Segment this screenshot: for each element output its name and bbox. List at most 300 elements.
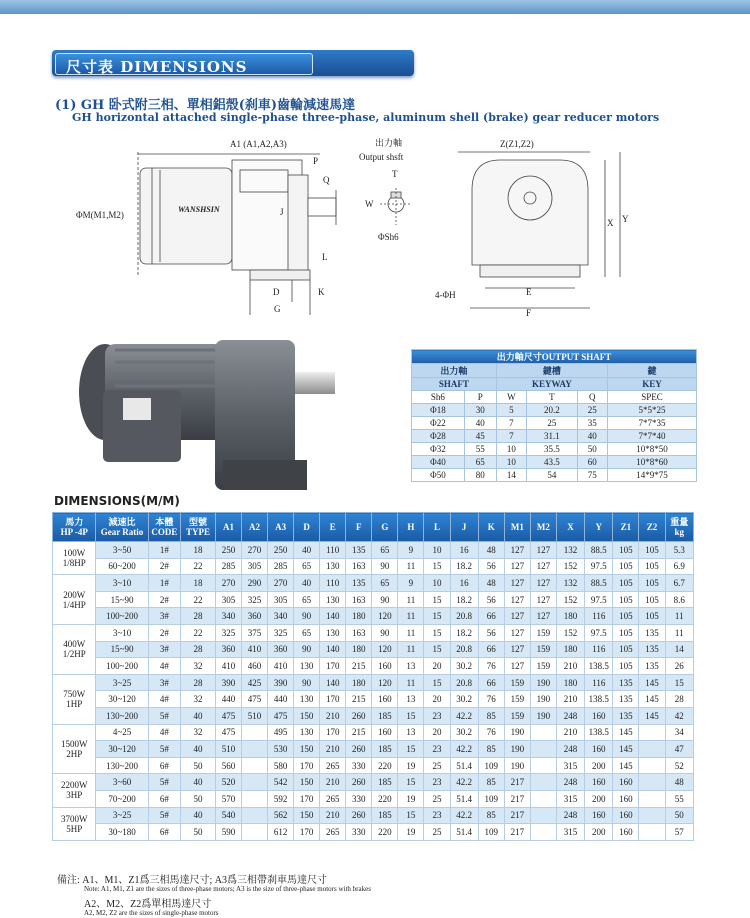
shaft-cell: 31.1 xyxy=(527,430,578,443)
table-cell: 130~200 xyxy=(96,757,148,774)
table-cell: 90 xyxy=(372,624,398,641)
table-cell: 217 xyxy=(504,790,530,807)
table-cell: 510 xyxy=(215,741,241,758)
table-cell: 48 xyxy=(478,575,504,592)
shaft-table-title: 出力軸尺寸OUTPUT SHAFT xyxy=(412,350,697,364)
table-cell: 190 xyxy=(530,674,556,691)
table-cell: 135 xyxy=(613,691,639,708)
shaft-cell: 7*7*40 xyxy=(607,430,696,443)
table-cell: 160 xyxy=(585,774,613,791)
table-cell: 170 xyxy=(294,757,320,774)
table-cell: 360 xyxy=(268,641,294,658)
table-cell: 180 xyxy=(556,674,584,691)
table-cell: 210 xyxy=(556,691,584,708)
table-cell: 105 xyxy=(613,658,639,675)
table-cell: 105 xyxy=(613,624,639,641)
table-row xyxy=(53,757,694,774)
table-cell: 200 xyxy=(585,790,613,807)
table-cell: 13 xyxy=(398,724,424,741)
table-cell: 410 xyxy=(242,641,268,658)
dims-header-cell xyxy=(242,513,268,542)
table-cell: 190 xyxy=(504,757,530,774)
table-cell: 160 xyxy=(613,807,639,824)
label-phi-sh: ΦSh6 xyxy=(378,232,399,242)
table-cell xyxy=(530,824,556,841)
dims-header-text: TYPE xyxy=(186,527,211,537)
dims-header-text: L xyxy=(433,522,440,532)
dimensions-title: DIMENSIONS(M/M) xyxy=(54,494,180,508)
dimensions-header-row xyxy=(53,513,694,542)
table-cell: 65 xyxy=(294,558,320,575)
dims-header-cell xyxy=(372,513,398,542)
table-cell: 217 xyxy=(504,774,530,791)
table-row xyxy=(53,558,694,575)
table-cell: 127 xyxy=(504,591,530,608)
table-cell: 190 xyxy=(504,741,530,758)
dims-header-text: Gear Ratio xyxy=(100,527,144,537)
table-cell: 51.4 xyxy=(450,790,478,807)
table-row xyxy=(53,774,694,791)
dims-header-text: J xyxy=(461,522,467,532)
table-cell xyxy=(530,757,556,774)
table-cell: 135 xyxy=(639,624,665,641)
table-cell: 185 xyxy=(372,774,398,791)
table-cell: 66 xyxy=(478,608,504,625)
table-cell: 6# xyxy=(148,757,181,774)
table-cell: 170 xyxy=(320,658,346,675)
table-cell: 88.5 xyxy=(585,575,613,592)
table-cell: 248 xyxy=(556,741,584,758)
dims-header-cell xyxy=(665,513,693,542)
shaft-cell: Φ18 xyxy=(412,404,465,417)
shaft-cell: 25 xyxy=(527,417,578,430)
dims-header-cell xyxy=(504,513,530,542)
table-cell: 9 xyxy=(398,575,424,592)
table-cell: 18.2 xyxy=(450,624,478,641)
dims-header-text: A2 xyxy=(249,522,261,532)
table-cell: 90 xyxy=(294,641,320,658)
table-cell: 612 xyxy=(268,824,294,841)
shaft-column-header: W xyxy=(496,391,526,404)
label-q: Q xyxy=(323,175,330,185)
table-cell: 105 xyxy=(639,542,665,559)
table-row xyxy=(53,624,694,641)
table-cell: 65 xyxy=(294,591,320,608)
table-cell: 15 xyxy=(424,608,450,625)
table-cell: 250 xyxy=(268,542,294,559)
side-view xyxy=(138,152,336,315)
shaft-cell: 14 xyxy=(496,469,526,482)
table-cell: 138.5 xyxy=(585,691,613,708)
table-cell: 15 xyxy=(424,558,450,575)
table-cell: 217 xyxy=(504,824,530,841)
dims-header-text: kg xyxy=(674,527,685,537)
table-cell: 25 xyxy=(424,790,450,807)
table-cell: 410 xyxy=(268,658,294,675)
table-cell: 1# xyxy=(148,575,181,592)
table-cell: 3~10 xyxy=(96,575,148,592)
shaft-cell: 30 xyxy=(464,404,496,417)
table-cell: 120 xyxy=(372,641,398,658)
shaft-cell: 54 xyxy=(527,469,578,482)
table-cell: 70~200 xyxy=(96,790,148,807)
table-cell: 48 xyxy=(665,774,693,791)
table-cell: 330 xyxy=(346,790,372,807)
table-cell: 305 xyxy=(268,591,294,608)
dims-header-cell xyxy=(424,513,450,542)
table-row xyxy=(53,575,694,592)
table-cell: 127 xyxy=(504,575,530,592)
table-cell: 90 xyxy=(294,674,320,691)
table-cell: 159 xyxy=(504,674,530,691)
table-cell: 130~200 xyxy=(96,707,148,724)
table-cell: 248 xyxy=(556,774,584,791)
table-cell: 5# xyxy=(148,807,181,824)
table-cell: 56 xyxy=(478,624,504,641)
shaft-cell: 65 xyxy=(464,456,496,469)
label-phi-m: ΦM(M1,M2) xyxy=(76,210,124,220)
table-cell: 290 xyxy=(242,575,268,592)
power-text: 1/2HP xyxy=(62,649,86,660)
table-cell: 65 xyxy=(372,575,398,592)
table-cell: 28 xyxy=(181,608,216,625)
table-cell: 88.5 xyxy=(585,542,613,559)
table-cell: 20 xyxy=(424,658,450,675)
top-decor-bar xyxy=(0,0,750,14)
table-cell: 22 xyxy=(181,624,216,641)
table-cell: 220 xyxy=(372,790,398,807)
label-phi-h: 4-ΦH xyxy=(435,290,456,300)
table-cell: 15 xyxy=(424,641,450,658)
shaft-cell: 45 xyxy=(464,430,496,443)
table-cell xyxy=(530,724,556,741)
keyway-group-cn: 鍵槽 xyxy=(496,364,607,378)
table-cell: 4# xyxy=(148,691,181,708)
shaft-cell: 10*8*50 xyxy=(607,443,696,456)
table-cell: 10 xyxy=(424,542,450,559)
table-cell: 127 xyxy=(530,591,556,608)
table-cell: 145 xyxy=(639,691,665,708)
table-cell: 90 xyxy=(372,558,398,575)
table-cell: 4# xyxy=(148,658,181,675)
table-cell: 15~90 xyxy=(96,591,148,608)
shaft-cell: Φ32 xyxy=(412,443,465,456)
table-cell: 592 xyxy=(268,790,294,807)
shaft-cell: 10*8*60 xyxy=(607,456,696,469)
table-cell: 215 xyxy=(346,724,372,741)
table-cell: 160 xyxy=(613,824,639,841)
table-cell: 340 xyxy=(215,608,241,625)
table-cell: 109 xyxy=(478,824,504,841)
dims-header-cell xyxy=(398,513,424,542)
table-cell: 210 xyxy=(320,807,346,824)
output-shaft-cn: 出力軸 xyxy=(375,138,403,148)
table-cell: 127 xyxy=(504,542,530,559)
motor-photo xyxy=(75,330,345,500)
table-cell: 105 xyxy=(613,558,639,575)
table-cell: 248 xyxy=(556,807,584,824)
table-row xyxy=(53,790,694,807)
dims-header-cell xyxy=(478,513,504,542)
table-cell: 410 xyxy=(215,658,241,675)
table-row xyxy=(53,658,694,675)
front-view xyxy=(458,152,620,308)
table-cell: 260 xyxy=(346,807,372,824)
table-cell: 260 xyxy=(346,774,372,791)
shaft-cell: Φ50 xyxy=(412,469,465,482)
table-cell: 100~200 xyxy=(96,608,148,625)
shaft-cell: 55 xyxy=(464,443,496,456)
table-cell: 51.4 xyxy=(450,757,478,774)
table-cell: 32 xyxy=(181,691,216,708)
table-cell: 265 xyxy=(320,790,346,807)
table-cell xyxy=(242,824,268,841)
key-group-cn: 鍵 xyxy=(607,364,696,378)
table-cell: 127 xyxy=(504,624,530,641)
table-cell: 20.8 xyxy=(450,674,478,691)
table-cell xyxy=(639,774,665,791)
table-cell: 8.6 xyxy=(665,591,693,608)
table-cell: 390 xyxy=(268,674,294,691)
table-cell: 150 xyxy=(294,774,320,791)
shaft-cell: 40 xyxy=(577,430,607,443)
table-cell: 42.2 xyxy=(450,807,478,824)
table-cell xyxy=(242,724,268,741)
table-cell: 159 xyxy=(504,707,530,724)
keyway-group-en: KEYWAY xyxy=(496,378,607,391)
table-cell: 135 xyxy=(346,575,372,592)
table-cell: 3~25 xyxy=(96,807,148,824)
table-row xyxy=(53,691,694,708)
table-cell: 50 xyxy=(181,790,216,807)
shaft-cell: 75 xyxy=(577,469,607,482)
dims-header-text: M1 xyxy=(510,522,524,532)
dims-header-cell xyxy=(53,513,96,542)
table-cell: 100~200 xyxy=(96,658,148,675)
power-text: 3HP xyxy=(66,790,83,801)
table-cell: 18.2 xyxy=(450,591,478,608)
table-cell: 13 xyxy=(398,691,424,708)
dims-header-cell xyxy=(268,513,294,542)
dims-header-text: CODE xyxy=(151,527,178,537)
shaft-row xyxy=(412,443,697,456)
dims-header-cell xyxy=(450,513,478,542)
table-cell: 16 xyxy=(450,575,478,592)
table-cell xyxy=(639,741,665,758)
table-cell: 120 xyxy=(372,608,398,625)
table-cell: 3# xyxy=(148,674,181,691)
table-cell: 105 xyxy=(613,575,639,592)
brand-label: WANSHSIN xyxy=(178,205,220,214)
table-cell: 109 xyxy=(478,790,504,807)
table-cell: 5# xyxy=(148,774,181,791)
table-cell: 160 xyxy=(585,807,613,824)
table-cell: 23 xyxy=(424,774,450,791)
table-cell: 159 xyxy=(530,658,556,675)
power-cell xyxy=(53,724,96,774)
table-cell: 3# xyxy=(148,641,181,658)
shaft-column-header: Q xyxy=(577,391,607,404)
shaft-cell: 50 xyxy=(577,443,607,456)
table-cell: 18.2 xyxy=(450,558,478,575)
section-banner xyxy=(52,50,414,76)
dims-header-cell xyxy=(556,513,584,542)
dims-header-cell xyxy=(639,513,665,542)
table-cell: 6.9 xyxy=(665,558,693,575)
table-cell: 5# xyxy=(148,707,181,724)
shaft-table-body xyxy=(412,391,697,482)
label-e: E xyxy=(526,287,532,297)
table-cell: 28 xyxy=(665,691,693,708)
table-cell: 127 xyxy=(530,542,556,559)
table-cell: 15 xyxy=(398,741,424,758)
shaft-cell: Φ22 xyxy=(412,417,465,430)
label-k: K xyxy=(318,287,325,297)
table-cell: 330 xyxy=(346,824,372,841)
table-cell: 25 xyxy=(424,757,450,774)
table-cell: 325 xyxy=(268,624,294,641)
dims-header-cell xyxy=(530,513,556,542)
label-t: T xyxy=(392,169,398,179)
dims-header-cell xyxy=(585,513,613,542)
table-cell: 76 xyxy=(478,724,504,741)
dims-header-text: Z2 xyxy=(646,522,658,532)
table-cell xyxy=(242,774,268,791)
table-cell: 210 xyxy=(556,724,584,741)
table-cell: 97.5 xyxy=(585,558,613,575)
dims-header-cell xyxy=(181,513,216,542)
table-row xyxy=(53,591,694,608)
table-cell: 28 xyxy=(181,641,216,658)
table-cell: 325 xyxy=(242,591,268,608)
table-cell: 105 xyxy=(639,575,665,592)
table-cell: 265 xyxy=(320,757,346,774)
table-cell: 159 xyxy=(504,691,530,708)
table-cell: 40 xyxy=(294,575,320,592)
table-cell: 48 xyxy=(478,542,504,559)
table-cell: 248 xyxy=(556,707,584,724)
table-cell: 180 xyxy=(346,674,372,691)
power-cell xyxy=(53,575,96,625)
dims-header-text: K xyxy=(487,522,495,532)
table-cell: 51.4 xyxy=(450,824,478,841)
table-cell: 25 xyxy=(424,824,450,841)
table-cell: 520 xyxy=(215,774,241,791)
power-cell xyxy=(53,624,96,674)
shaft-columns-row xyxy=(412,391,697,404)
table-cell: 30~120 xyxy=(96,741,148,758)
table-cell: 152 xyxy=(556,624,584,641)
table-cell: 85 xyxy=(478,774,504,791)
table-cell: 18 xyxy=(181,575,216,592)
table-cell: 127 xyxy=(530,575,556,592)
dims-header-text: F xyxy=(356,522,362,532)
table-cell: 14 xyxy=(665,641,693,658)
table-cell: 22 xyxy=(181,558,216,575)
shaft-column-header: T xyxy=(527,391,578,404)
table-cell: 160 xyxy=(585,741,613,758)
table-cell: 135 xyxy=(613,707,639,724)
table-cell: 190 xyxy=(530,707,556,724)
table-cell: 2# xyxy=(148,624,181,641)
dims-header-cell xyxy=(346,513,372,542)
table-cell: 127 xyxy=(530,608,556,625)
table-cell: 105 xyxy=(639,591,665,608)
table-cell: 20 xyxy=(424,691,450,708)
table-cell: 315 xyxy=(556,790,584,807)
shaft-cell: 20.2 xyxy=(527,404,578,417)
table-cell xyxy=(639,724,665,741)
output-shaft-table xyxy=(411,349,697,482)
table-cell: 127 xyxy=(504,641,530,658)
table-cell: 20.8 xyxy=(450,608,478,625)
table-cell: 11 xyxy=(398,624,424,641)
key-group-en: KEY xyxy=(607,378,696,391)
table-cell: 160 xyxy=(372,691,398,708)
dims-header-text: D xyxy=(303,522,310,532)
table-cell: 542 xyxy=(268,774,294,791)
table-cell: 20 xyxy=(424,724,450,741)
table-cell: 138.5 xyxy=(585,724,613,741)
table-cell: 56 xyxy=(478,558,504,575)
shaft-cell: 80 xyxy=(464,469,496,482)
table-row xyxy=(53,674,694,691)
table-cell: 185 xyxy=(372,807,398,824)
table-cell: 475 xyxy=(215,707,241,724)
table-row xyxy=(53,707,694,724)
table-cell: 285 xyxy=(215,558,241,575)
table-cell: 28 xyxy=(181,674,216,691)
table-cell: 30.2 xyxy=(450,658,478,675)
table-cell: 130 xyxy=(294,691,320,708)
table-cell: 90 xyxy=(372,591,398,608)
table-cell: 50 xyxy=(181,757,216,774)
shaft-cell: 7*7*35 xyxy=(607,417,696,430)
shaft-cell: 25 xyxy=(577,404,607,417)
table-cell: 135 xyxy=(346,542,372,559)
power-text: 1/8HP xyxy=(62,558,86,569)
dims-header-cell xyxy=(215,513,241,542)
table-cell: 23 xyxy=(424,807,450,824)
table-cell: 1# xyxy=(148,542,181,559)
table-row xyxy=(53,608,694,625)
table-cell: 325 xyxy=(215,624,241,641)
table-cell: 4~25 xyxy=(96,724,148,741)
table-cell: 270 xyxy=(215,575,241,592)
table-cell: 145 xyxy=(613,757,639,774)
table-cell: 270 xyxy=(242,542,268,559)
table-cell: 190 xyxy=(530,691,556,708)
table-cell: 130 xyxy=(294,658,320,675)
shaft-cell: 7 xyxy=(496,430,526,443)
table-cell: 315 xyxy=(556,824,584,841)
table-cell: 127 xyxy=(504,558,530,575)
table-cell xyxy=(242,790,268,807)
table-row xyxy=(53,724,694,741)
table-cell: 97.5 xyxy=(585,624,613,641)
table-cell: 440 xyxy=(215,691,241,708)
table-cell: 22 xyxy=(181,591,216,608)
shaft-cell: Φ40 xyxy=(412,456,465,469)
table-cell: 6# xyxy=(148,790,181,807)
table-cell: 105 xyxy=(613,608,639,625)
table-cell: 11 xyxy=(398,608,424,625)
table-cell: 180 xyxy=(346,641,372,658)
table-cell: 34 xyxy=(665,724,693,741)
table-cell: 3~10 xyxy=(96,624,148,641)
table-cell: 40 xyxy=(294,542,320,559)
table-cell: 30~120 xyxy=(96,691,148,708)
